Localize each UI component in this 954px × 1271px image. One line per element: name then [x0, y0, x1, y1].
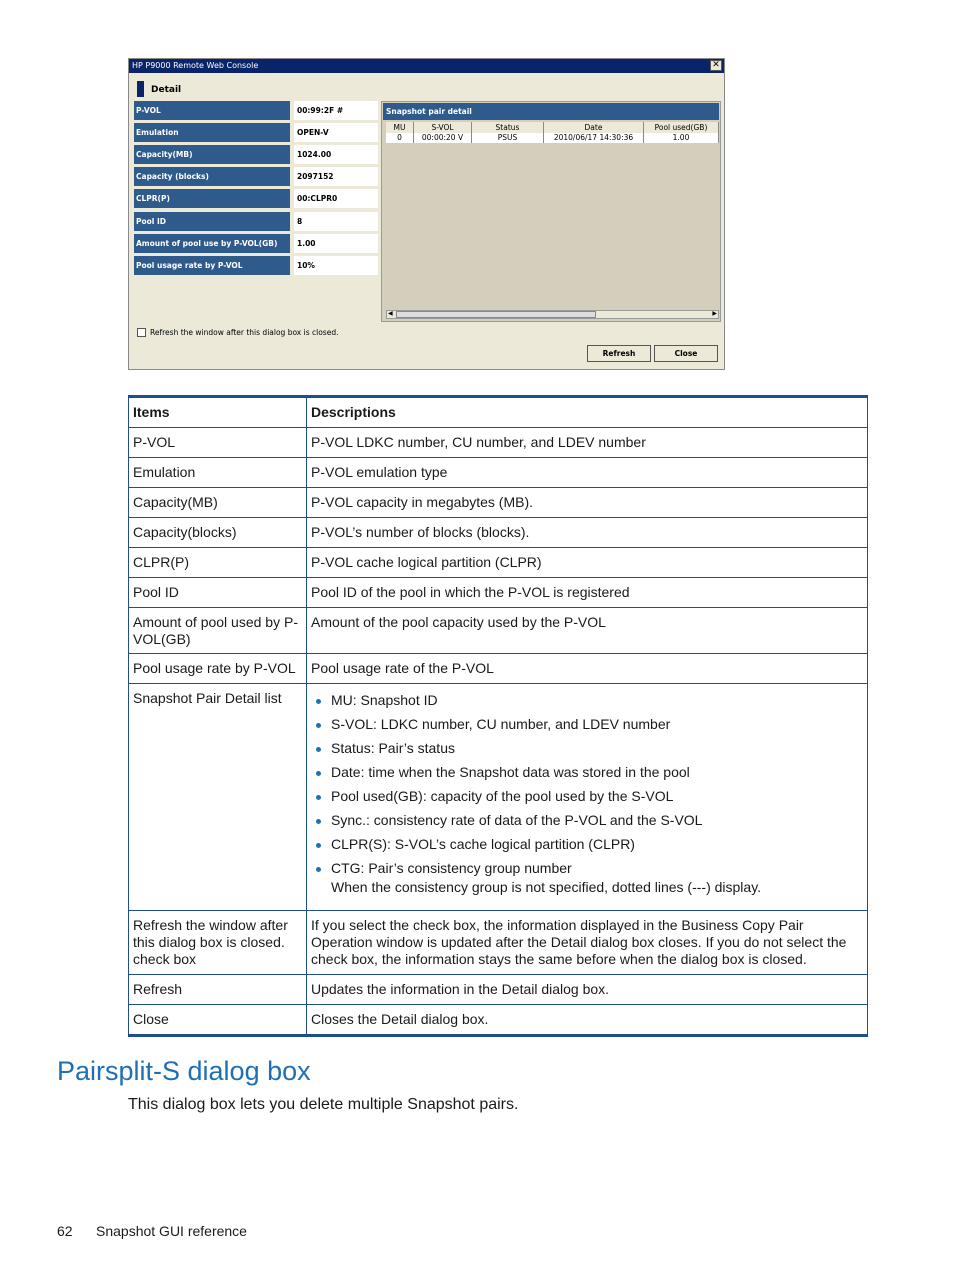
section-heading: Pairsplit-S dialog box — [57, 1056, 311, 1086]
description-cell: Closes the Detail dialog box. — [307, 1005, 868, 1036]
table-row — [129, 428, 868, 458]
cell-mu: 0 — [386, 133, 414, 143]
column-header-mu[interactable]: MU — [386, 122, 414, 133]
scrollbar-thumb[interactable] — [396, 311, 596, 318]
item-cell: Pool usage rate by P-VOL — [129, 654, 307, 684]
cell-pool-used: 1.00 — [644, 133, 719, 143]
page-number: 62 — [57, 1223, 73, 1239]
table-row — [129, 458, 868, 488]
list-item: Status: Pair’s status — [331, 740, 862, 757]
detail-marker-icon — [137, 81, 144, 97]
property-key: Pool ID — [134, 212, 290, 231]
item-cell: Refresh — [129, 975, 307, 1005]
table-row — [129, 488, 868, 518]
item-cell: Capacity(MB) — [129, 488, 307, 518]
description-cell: Pool usage rate of the P-VOL — [307, 654, 868, 684]
snapshot-panel-header: Snapshot pair detail — [383, 103, 719, 120]
column-header-pool-used[interactable]: Pool used(GB) — [644, 122, 719, 133]
window-title: HP P9000 Remote Web Console — [132, 61, 259, 70]
cell-date: 2010/06/17 14:30:36 — [544, 133, 644, 143]
snapshot-field-list — [311, 692, 862, 877]
property-value: 10% — [294, 256, 378, 275]
property-key: Capacity (blocks) — [134, 167, 290, 186]
description-cell: Amount of the pool capacity used by the P-VOL — [307, 608, 868, 654]
list-item: Sync.: consistency rate of data of the P-VOL and the S-VOL — [331, 812, 862, 829]
scroll-right-icon[interactable]: ▶ — [712, 310, 717, 317]
property-key: Pool usage rate by P-VOL — [134, 256, 290, 275]
description-cell: P-VOL LDKC number, CU number, and LDEV number — [307, 428, 868, 458]
table-row-snapshot-detail — [129, 684, 868, 911]
table-row — [129, 654, 868, 684]
table-row — [129, 548, 868, 578]
close-button[interactable]: Close — [654, 345, 718, 362]
property-value: 1024.00 — [294, 145, 378, 164]
cell-status: PSUS — [472, 133, 544, 143]
refresh-button[interactable]: Refresh — [587, 345, 651, 362]
property-key: Emulation — [134, 123, 290, 142]
property-key: P-VOL — [134, 101, 290, 120]
item-cell: Capacity(blocks) — [129, 518, 307, 548]
description-cell: P-VOL’s number of blocks (blocks). — [307, 518, 868, 548]
item-cell: Refresh the window after this dialog box is closed. check box — [129, 911, 307, 975]
list-item: CTG: Pair’s consistency group number — [331, 860, 862, 877]
list-item: MU: Snapshot ID — [331, 692, 862, 709]
property-row-capacity-mb — [134, 145, 378, 164]
item-cell: Emulation — [129, 458, 307, 488]
table-row[interactable] — [386, 133, 719, 143]
property-row-pool-id — [134, 212, 378, 231]
property-row-clpr — [134, 189, 378, 208]
table-row — [129, 1005, 868, 1036]
list-item: S-VOL: LDKC number, CU number, and LDEV number — [331, 716, 862, 733]
property-value: 8 — [294, 212, 378, 231]
window-titlebar — [129, 59, 724, 73]
list-item: Date: time when the Snapshot data was stored in the pool — [331, 764, 862, 781]
item-cell: Snapshot Pair Detail list — [129, 684, 307, 911]
description-cell: P-VOL cache logical partition (CLPR) — [307, 548, 868, 578]
table-row — [129, 975, 868, 1005]
property-value: 1.00 — [294, 234, 378, 253]
ctg-note: When the consistency group is not specified, dotted lines (---) display. — [331, 879, 762, 895]
snapshot-pair-detail-panel — [381, 101, 721, 322]
table-row — [129, 608, 868, 654]
table-row — [129, 911, 868, 975]
item-cell: P-VOL — [129, 428, 307, 458]
detail-section-label: Detail — [151, 85, 182, 95]
item-cell: Pool ID — [129, 578, 307, 608]
list-item: Pool used(GB): capacity of the pool used by the S-VOL — [331, 788, 862, 805]
column-header-status[interactable]: Status — [472, 122, 544, 133]
detail-dialog-screenshot — [128, 58, 725, 370]
section-intro: This dialog box lets you delete multiple Snapshot pairs. — [128, 1096, 519, 1113]
running-title: Snapshot GUI reference — [96, 1223, 247, 1239]
item-cell: CLPR(P) — [129, 548, 307, 578]
description-cell: Pool ID of the pool in which the P-VOL is registered — [307, 578, 868, 608]
checkbox-label: Refresh the window after this dialog box is closed. — [150, 328, 339, 337]
description-cell: If you select the check box, the information displayed in the Business Copy Pair Operation window is updated after the Detail dialog box closes. If you do not select the check box, the information stays the same before when the dialog box is closed. — [307, 911, 868, 975]
header-descriptions: Descriptions — [307, 397, 868, 428]
header-items: Items — [129, 397, 307, 428]
description-cell: Updates the information in the Detail dialog box. — [307, 975, 868, 1005]
cell-svol: 00:00:20 V — [414, 133, 472, 143]
property-value: 2097152 — [294, 167, 378, 186]
property-row-capacity-blocks — [134, 167, 378, 186]
item-cell: Close — [129, 1005, 307, 1036]
property-key: Amount of pool use by P-VOL(GB) — [134, 234, 290, 253]
list-item: CLPR(S): S-VOL’s cache logical partition (CLPR) — [331, 836, 862, 853]
property-value: 00:CLPR0 — [294, 189, 378, 208]
close-icon[interactable]: ✕ — [710, 60, 722, 71]
column-header-svol[interactable]: S-VOL — [414, 122, 472, 133]
scroll-left-icon[interactable]: ◀ — [388, 310, 393, 317]
horizontal-scrollbar[interactable] — [386, 310, 719, 319]
refresh-after-close-checkbox[interactable] — [137, 328, 146, 337]
item-cell: Amount of pool used by P-VOL(GB) — [129, 608, 307, 654]
table-row — [129, 518, 868, 548]
table-header-row — [129, 397, 868, 428]
table-row — [129, 578, 868, 608]
description-cell: P-VOL capacity in megabytes (MB). — [307, 488, 868, 518]
detail-items-table — [128, 395, 868, 1037]
property-value: 00:99:2F # — [294, 101, 378, 120]
property-key: Capacity(MB) — [134, 145, 290, 164]
description-cell — [307, 684, 868, 911]
property-value: OPEN-V — [294, 123, 378, 142]
property-row-pvol — [134, 101, 378, 120]
column-header-date[interactable]: Date — [544, 122, 644, 133]
description-cell: P-VOL emulation type — [307, 458, 868, 488]
property-row-pool-usage-rate — [134, 256, 378, 275]
property-key: CLPR(P) — [134, 189, 290, 208]
snapshot-column-headers — [386, 122, 719, 133]
property-row-pool-use — [134, 234, 378, 253]
property-row-emulation — [134, 123, 378, 142]
